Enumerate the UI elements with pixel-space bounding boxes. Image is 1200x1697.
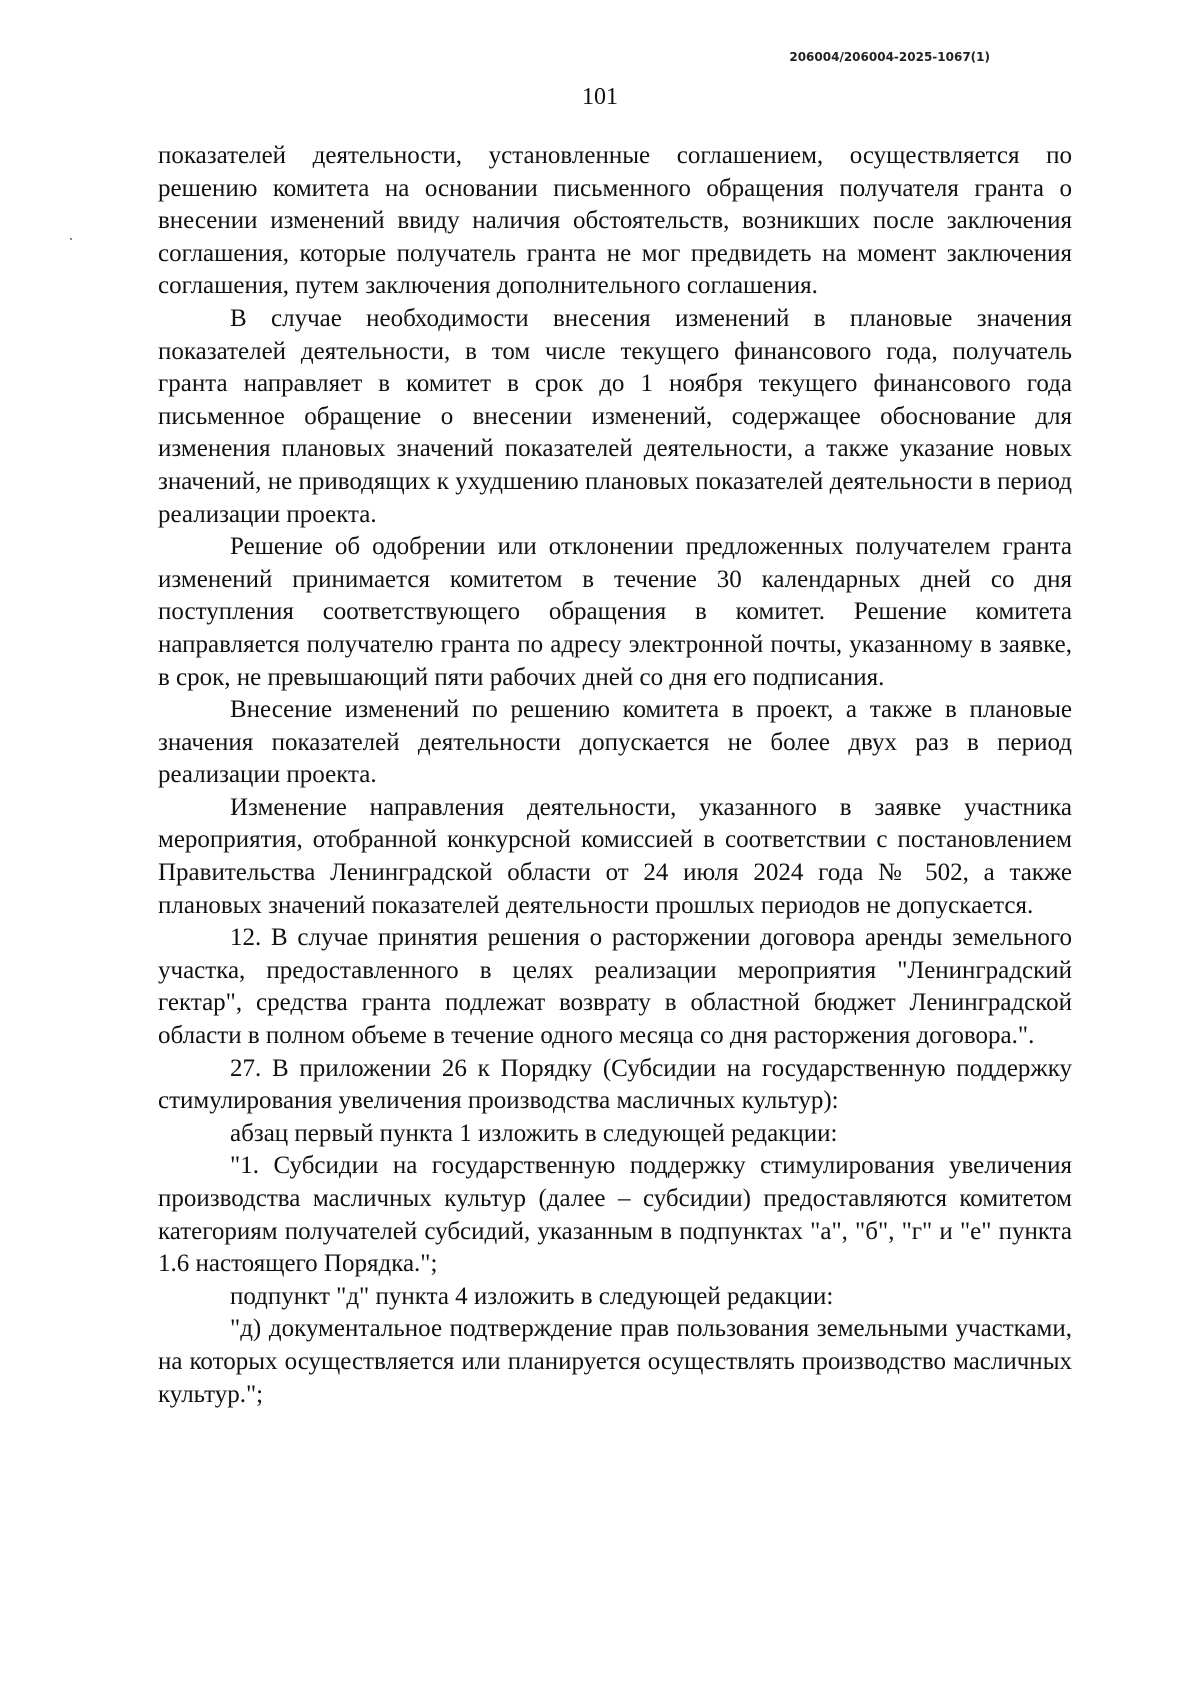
- paragraph-5: Изменение направления деятельности, указанного в заявке участника мероприятия, отобранной конкурсной комиссией в соответствии с постановлением Правительства Ленинградской области от 24 июля 2024 года № 502, а также плановых значений показателей деятельности прошлых периодов не допускается.: [158, 793, 1072, 919]
- paragraph-10: подпункт "д" пункта 4 изложить в следующей редакции:: [230, 1282, 834, 1310]
- scan-speck: [70, 238, 72, 240]
- paragraph-2: В случае необходимости внесения изменений в плановые значения показателей деятельности, в том числе текущего финансового года, получатель гранта направляет в комитет в срок до 1 ноября текущего финансового года письменное обращение о внесении изменений, содержащее обоснование для изменения плановых значений показателей деятельности, а также указание новых значений, не приводящих к ухудшению плановых показателей деятельности в период реализации проекта.: [158, 304, 1072, 528]
- paragraph-11: "д) документальное подтверждение прав пользования земельными участками, на которых осуществляется или планируется осуществлять производство масличных культур.";: [158, 1315, 1072, 1408]
- paragraph-9: "1. Субсидии на государственную поддержку стимулирования увеличения производства масличных культур (далее – субсидии) предоставляются комитетом категориям получателей субсидий, указанным в подпунктах "а", "б", "г" и "е" пункта 1.6 настоящего Порядка.";: [158, 1152, 1072, 1278]
- paragraph-3: Решение об одобрении или отклонении предложенных получателем гранта изменений принимается комитетом в течение 30 календарных дней со дня поступления соответствующего обращения в комитет. Решение комитета направляется получателю гранта по адресу электронной почты, указанному в заявке, в срок, не превышающий пяти рабочих дней со дня его подписания.: [158, 533, 1072, 691]
- document-id: 206004/206004-2025-1067(1): [789, 50, 990, 64]
- page-number: 101: [582, 84, 618, 110]
- paragraph-8: абзац первый пункта 1 изложить в следующей редакции:: [230, 1119, 838, 1147]
- paragraph-7: 27. В приложении 26 к Порядку (Субсидии на государственную поддержку стимулирования увеличения производства масличных культур):: [158, 1054, 1072, 1115]
- paragraph-4: Внесение изменений по решению комитета в проект, а также в плановые значения показателей деятельности допускается не более двух раз в период реализации проекта.: [158, 696, 1072, 789]
- paragraph-1: показателей деятельности, установленные соглашением, осуществляется по решению комитета на основании письменного обращения получателя гранта о внесении изменений ввиду наличия обстоятельств, возникших после заключения соглашения, которые получатель гранта не мог предвидеть на момент заключения соглашения, путем заключения дополнительного соглашения.: [158, 142, 1072, 300]
- document-body: [158, 140, 1072, 1411]
- paragraph-6: 12. В случае принятия решения о расторжении договора аренды земельного участка, предоставленного в целях реализации мероприятия "Ленинградский гектар", средства гранта подлежат возврату в областной бюджет Ленинградской области в полном объеме в течение одного месяца со дня расторжения договора.".: [158, 924, 1072, 1050]
